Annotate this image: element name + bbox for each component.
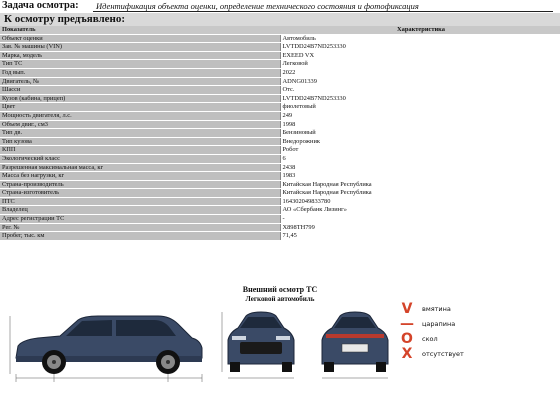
vehicle-properties-table: [0, 26, 560, 241]
table-row: [0, 232, 560, 241]
table-row: [0, 137, 560, 146]
property-name: Адрес регистрации ТС: [0, 215, 280, 224]
legend-label-dent: вмятина: [422, 305, 451, 313]
task-label: Задача осмотра:: [2, 0, 79, 11]
table-row: [0, 60, 560, 69]
property-value: 249: [280, 111, 560, 120]
table-row: [0, 154, 560, 163]
table-row: [0, 111, 560, 120]
dent-mark-icon: V: [401, 301, 413, 317]
legend-label-missing: отсутствует: [422, 350, 464, 358]
property-name: Тип ТС: [0, 60, 280, 69]
table-row: [0, 103, 560, 112]
property-value: Бензиновый: [280, 129, 560, 138]
table-row: [0, 120, 560, 129]
missing-mark-icon: X: [401, 346, 413, 362]
property-value: Китайская Народная Республика: [280, 180, 560, 189]
section-title-bar: [0, 13, 560, 26]
property-name: Масса без нагрузки, кг: [0, 172, 280, 181]
property-value: Отс.: [280, 86, 560, 95]
property-value: 1983: [280, 172, 560, 181]
property-name: Пробег, тыс. км: [0, 232, 280, 241]
task-text: Идентификация объекта оценки, определение технического состояния и фотофиксация: [96, 1, 419, 11]
property-value: EXEED VX: [280, 51, 560, 60]
property-name: Объект оценки: [0, 34, 280, 43]
property-name: Объем двиг., см3: [0, 120, 280, 129]
table-row: [0, 94, 560, 103]
property-value: -: [280, 215, 560, 224]
table-row: [0, 163, 560, 172]
property-value: Робот: [280, 146, 560, 155]
property-name: Страна-изготовитель: [0, 189, 280, 198]
property-name: Цвет: [0, 103, 280, 112]
property-value: LVTDD24B7ND253330: [280, 94, 560, 103]
property-name: Марка, модель: [0, 51, 280, 60]
property-value: 2438: [280, 163, 560, 172]
property-name: Тип дв.: [0, 129, 280, 138]
table-row: [0, 51, 560, 60]
property-name: Мощность двигателя, л.с.: [0, 111, 280, 120]
table-row: [0, 206, 560, 215]
property-name: ПТС: [0, 197, 280, 206]
scratch-mark-icon: —: [400, 316, 414, 332]
table-row: [0, 129, 560, 138]
property-name: КПП: [0, 146, 280, 155]
property-name: Зав. № машины (VIN): [0, 43, 280, 52]
property-value: 164302049833780: [280, 197, 560, 206]
car-front-view: [216, 306, 306, 386]
property-value: Китайская Народная Республика: [280, 189, 560, 198]
property-name: Год вып.: [0, 68, 280, 77]
property-value: 2022: [280, 68, 560, 77]
damage-legend: [398, 302, 488, 362]
property-value: АО «Сбербанк Лизинг»: [280, 206, 560, 215]
property-value: Автомобиль: [280, 34, 560, 43]
property-value: 6: [280, 154, 560, 163]
table-row: [0, 180, 560, 189]
property-value: Х898ТН799: [280, 223, 560, 232]
property-name: Шасси: [0, 86, 280, 95]
table-row: [0, 43, 560, 52]
table-row: [0, 68, 560, 77]
property-name: Разрешенная максимальная масса, кг: [0, 163, 280, 172]
table-row: [0, 86, 560, 95]
table-row: [0, 172, 560, 181]
table-row: [0, 223, 560, 232]
section-title: К осмотру предъявлено:: [4, 13, 126, 25]
exterior-subtitle: Легковой автомобиль: [245, 295, 315, 303]
column-header-indicator: Показатель: [0, 26, 280, 34]
column-header-characteristic: Характеристика: [280, 26, 560, 34]
exterior-title: Внешний осмотр ТС: [242, 285, 318, 294]
property-name: Экологический класс: [0, 154, 280, 163]
table-row: [0, 34, 560, 43]
table-row: [0, 189, 560, 198]
property-name: Владелец: [0, 206, 280, 215]
task-underline: [93, 11, 553, 12]
property-value: Легковой: [280, 60, 560, 69]
car-side-view: [8, 306, 208, 386]
inspection-task-row: [0, 0, 560, 13]
property-value: LVTDD24B7ND253330: [280, 43, 560, 52]
table-header-row: [0, 26, 560, 34]
property-value: ADNG01339: [280, 77, 560, 86]
table-row: [0, 77, 560, 86]
table-row: [0, 197, 560, 206]
property-value: фиолетовый: [280, 103, 560, 112]
property-name: Кузов (кабина, прицеп): [0, 94, 280, 103]
chip-mark-icon: O: [401, 331, 413, 347]
legend-label-scratch: царапина: [422, 320, 456, 328]
property-name: Рег. №: [0, 223, 280, 232]
property-name: Двигатель, №: [0, 77, 280, 86]
property-value: 71,45: [280, 232, 560, 241]
property-name: Страна-производитель: [0, 180, 280, 189]
table-row: [0, 215, 560, 224]
table-row: [0, 146, 560, 155]
legend-label-chip: скол: [422, 335, 438, 343]
property-value: 1998: [280, 120, 560, 129]
property-name: Тип кузова: [0, 137, 280, 146]
car-rear-view: [312, 306, 398, 386]
property-value: Внедорожник: [280, 137, 560, 146]
